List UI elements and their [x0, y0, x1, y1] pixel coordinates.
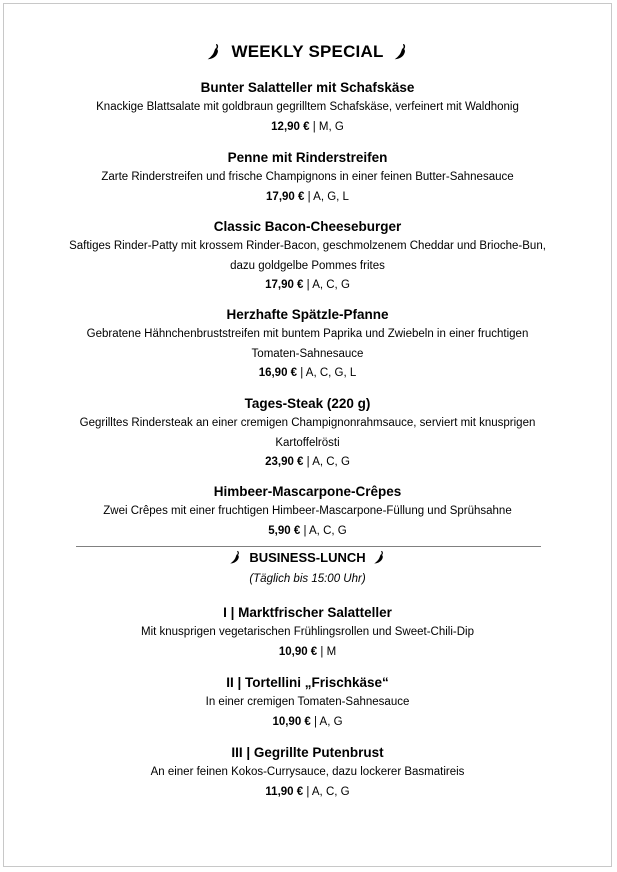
- item-price-line: [4, 276, 611, 294]
- item-name: Bunter Salatteller mit Schafskäse: [200, 80, 415, 95]
- section-divider: [76, 546, 541, 547]
- menu-item: [4, 149, 611, 206]
- item-allergens: | A, C, G: [303, 456, 350, 468]
- item-allergens: | M: [317, 645, 337, 658]
- menu-item: [4, 604, 611, 661]
- item-allergens: | A, C, G: [303, 785, 350, 798]
- menu-item: [4, 79, 611, 136]
- item-price: 16,90 €: [258, 367, 298, 379]
- item-price-line: [4, 783, 611, 801]
- chili-pepper-icon: [372, 550, 387, 565]
- menu-item: [4, 483, 611, 540]
- item-price-line: [4, 188, 611, 206]
- item-description: An einer feinen Kokos-Currysauce, dazu lockerer Basmatireis: [150, 766, 465, 778]
- chili-pepper-icon: [392, 43, 410, 61]
- item-allergens: | A, C, G: [303, 279, 350, 291]
- chili-pepper-icon: [228, 550, 243, 565]
- item-allergens: | A, C, G, L: [297, 367, 357, 379]
- item-name: I | Marktfrischer Salatteller: [223, 605, 392, 620]
- menu-item: [4, 744, 611, 801]
- weekly-special-label: WEEKLY SPECIAL: [231, 42, 384, 61]
- chili-pepper-icon: [205, 43, 223, 61]
- item-name: Classic Bacon-Cheeseburger: [213, 219, 402, 234]
- business-lunch-subtitle: (Täglich bis 15:00 Uhr): [249, 573, 366, 585]
- item-name: III | Gegrillte Putenbrust: [231, 745, 384, 760]
- item-price-line: [4, 522, 611, 540]
- item-allergens: | A, G: [310, 715, 343, 728]
- business-lunch-label: BUSINESS-LUNCH: [249, 550, 366, 565]
- menu-item: [4, 674, 611, 731]
- item-price: 11,90 €: [265, 785, 304, 798]
- item-price: 10,90 €: [272, 715, 311, 728]
- item-name: Tages-Steak (220 g): [244, 396, 371, 411]
- item-description: In einer cremigen Tomaten-Sahnesauce: [205, 696, 410, 708]
- item-price: 17,90 €: [265, 279, 304, 291]
- menu-item: [4, 395, 611, 471]
- item-name: Himbeer-Mascarpone-Crêpes: [213, 484, 402, 499]
- item-description: Gegrilltes Rindersteak an einer cremigen Champignonrahmsauce, serviert mit knusprigen Kartoffelrösti: [79, 417, 536, 449]
- item-description: Zarte Rinderstreifen und frische Champignons in einer feinen Butter-Sahnesauce: [101, 171, 514, 183]
- item-price: 23,90 €: [265, 456, 304, 468]
- item-price: 5,90 €: [268, 524, 301, 537]
- menu-item: [4, 218, 611, 294]
- item-description: Knackige Blattsalate mit goldbraun gegrilltem Schafskäse, verfeinert mit Waldhonig: [96, 101, 519, 113]
- item-allergens: | A, C, G: [300, 524, 347, 537]
- item-price-line: [4, 453, 611, 471]
- menu-item: [4, 306, 611, 382]
- item-price: 12,90 €: [271, 120, 310, 133]
- item-description: Zwei Crêpes mit einer fruchtigen Himbeer-Mascarpone-Füllung und Sprühsahne: [103, 505, 512, 517]
- item-allergens: | M, G: [309, 120, 344, 133]
- item-price-line: [4, 713, 611, 731]
- menu-page: [3, 3, 612, 867]
- item-allergens: | A, G, L: [304, 190, 349, 203]
- item-price-line: [4, 118, 611, 136]
- item-price: 17,90 €: [266, 190, 305, 203]
- item-description: Gebratene Hähnchenbruststreifen mit buntem Paprika und Zwiebeln in einer fruchtigen Tomaten-Sahnesauce: [86, 328, 529, 360]
- item-name: Herzhafte Spätzle-Pfanne: [226, 307, 389, 322]
- item-description: Mit knusprigen vegetarischen Frühlingsrollen und Sweet-Chili-Dip: [140, 626, 475, 638]
- item-name: II | Tortellini „Frischkäse“: [226, 675, 389, 690]
- item-price-line: [4, 643, 611, 661]
- weekly-special-title: [4, 42, 611, 62]
- business-lunch-title: [4, 550, 611, 565]
- item-price: 10,90 €: [278, 645, 318, 658]
- item-description: Saftiges Rinder-Patty mit krossem Rinder-Bacon, geschmolzenem Cheddar und Brioche-Bun, dazu goldgelbe Pommes frites: [69, 240, 546, 272]
- item-name: Penne mit Rinderstreifen: [227, 150, 388, 165]
- item-price-line: [4, 364, 611, 382]
